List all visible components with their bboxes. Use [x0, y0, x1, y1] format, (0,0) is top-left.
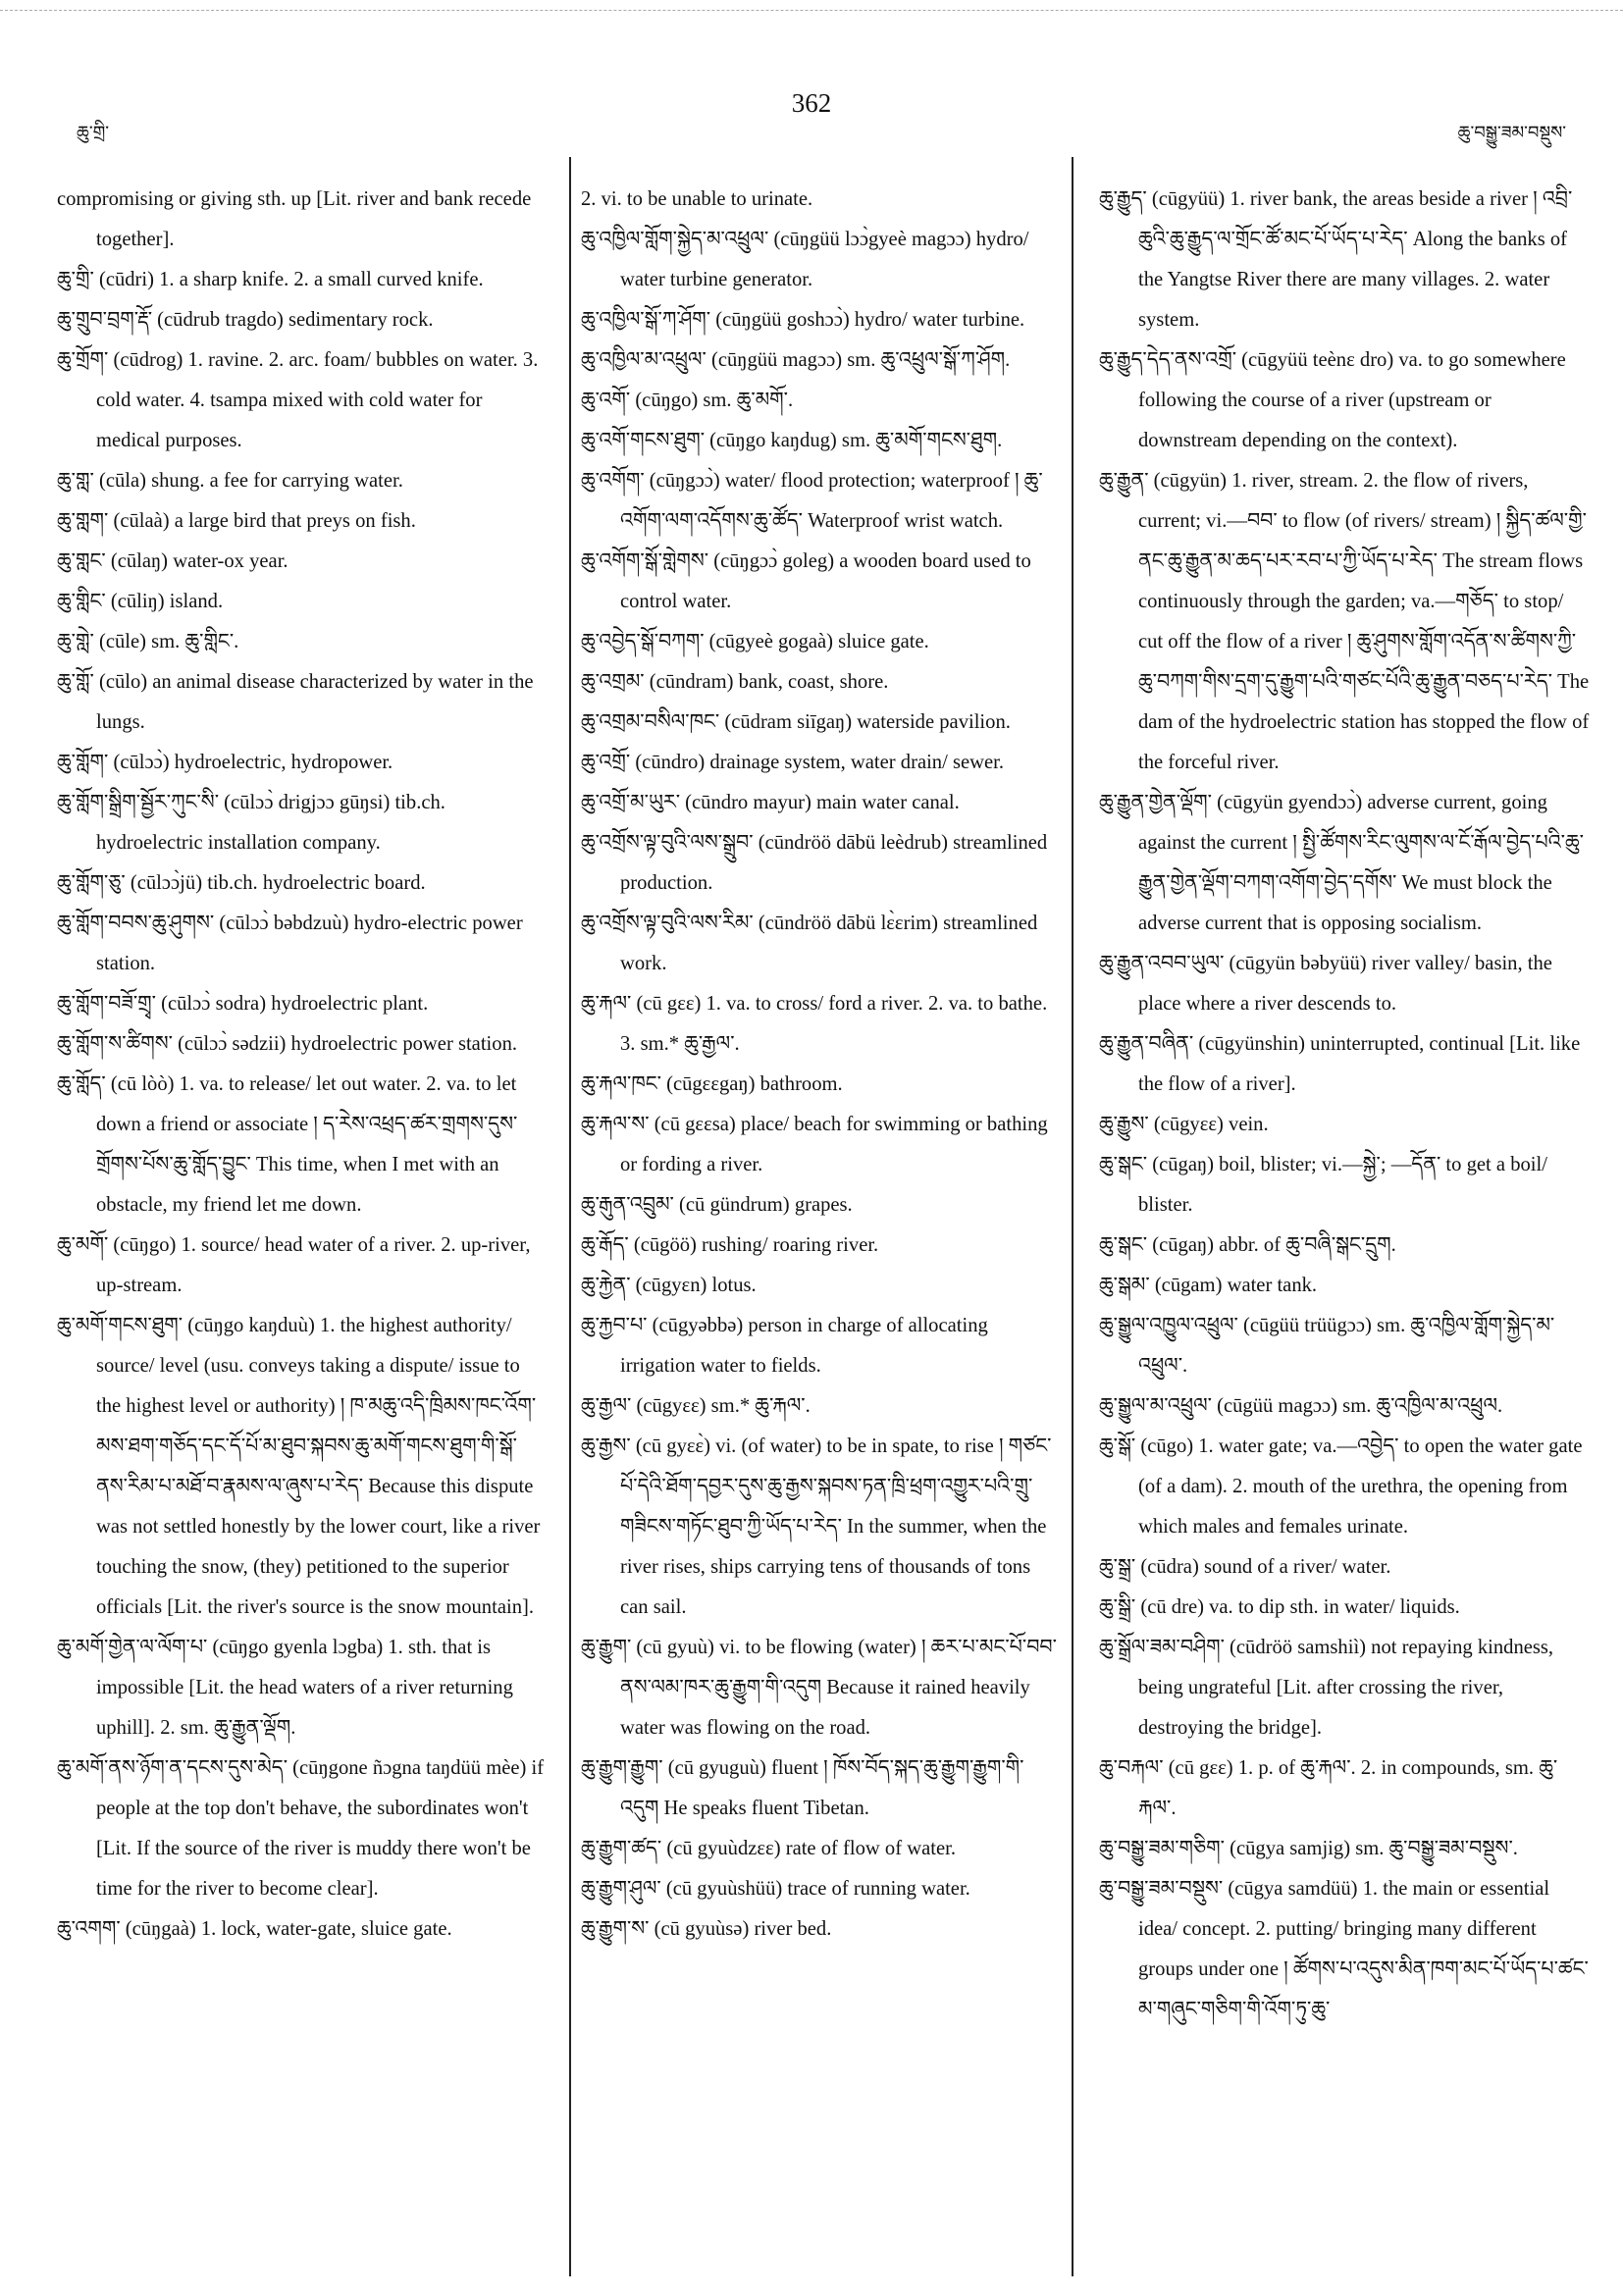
dictionary-entry: ཆུ་རྒྱུག་ཚད་ (cū gyuùdzɛɛ) rate of flow of water.	[581, 1838, 956, 1859]
dictionary-entry: ཆུ་རྒྱུག་རྒྱུག་ (cū gyuguù) fluent ། ཁོས་བོད་སྐད་ཆུ་རྒྱུག་རྒྱུག་གི་འདུག He speaks fluent Tibetan.	[581, 1757, 1024, 1819]
dictionary-entry: ཆུ་འགྲམ་བསིལ་ཁང་ (cūdram siīgaŋ) waterside pavilion.	[581, 711, 1011, 733]
dictionary-entry: ཆུ་འགོག་སྒོ་གླེགས་ (cūŋgɔɔ̀ goleg) a wooden board used to control water.	[581, 550, 1031, 612]
dictionary-entry: 2. vi. to be unable to urinate.	[581, 188, 813, 210]
dictionary-entry: ཆུ་གློག་ (cūlɔɔ̀) hydroelectric, hydropower.	[57, 752, 393, 773]
column-right	[1099, 180, 1590, 2030]
dictionary-entry: ཆུ་རྐལ་ས་ (cū gɛɛsa) place/ beach for swimming or bathing or fording a river.	[581, 1114, 1048, 1175]
dictionary-entry: ཆུ་རྒྱལ་ (cūgyɛɛ) sm.* ཆུ་རྐལ་.	[581, 1395, 811, 1417]
dictionary-entry: ཆུ་མགོ་གྱེན་ལ་ལོག་པ་ (cūŋgo gyenla lɔgba) 1. sth. that is impossible [Lit. the head waters of a river returning uphill]. 2. sm. ཆུ་རྒྱུན་ལྡོག.	[57, 1637, 513, 1739]
dictionary-entry: ཆུ་རྒྱུས་ (cūgyɛɛ) vein.	[1099, 1114, 1269, 1135]
dictionary-entry: ཆུ་འཁྱིལ་གློག་སྐྱེད་མ་འཕྲུལ་ (cūŋgüü lɔɔ̀gyeè magɔɔ) hydro/ water turbine generator.	[581, 229, 1029, 290]
column-middle	[581, 180, 1062, 1950]
dictionary-entry: ཆུ་སྒྱུལ་འཁྱུལ་འཕྲུལ་ (cūgüü trüügɔɔ) sm. ཆུ་འཁྱིལ་གློག་སྐྱེད་མ་འཕྲུལ་.	[1099, 1315, 1555, 1377]
dictionary-entry: ཆུ་རྒྱུད་ (cūgyüü) 1. river bank, the areas beside a river ། འབྲི་ཆུའི་ཆུ་རྒྱུད་ལ་གྲོང་ཚོ་མང་པོ་ཡོད་པ་རེད་ Along the banks of the Yangtse River there are many villages. 2. water system.	[1099, 188, 1573, 331]
dictionary-entry: ཆུ་གླང་ (cūlaŋ) water-ox year.	[57, 550, 288, 572]
dictionary-entry: ཆུ་མགོ་ནས་ཉོག་ན་དངས་དུས་མེད་ (cūŋgone ñɔgna taŋdüü mèe) if people at the top don't behave, the subordinates won't [Lit. If the source of the river is muddy there won't be time for the river to become clear].	[57, 1757, 545, 1900]
dictionary-entry: ཆུ་སྒྲི་ (cū dre) va. to dip sth. in water/ liquids.	[1099, 1596, 1460, 1618]
dictionary-entry: ཆུ་རྒྱུད་དེད་ནས་འགྲོ་ (cūgyüü teènɛ dro) va. to go somewhere following the course of a river (upstream or downstream depending on the context).	[1099, 349, 1566, 451]
dictionary-entry: ཆུ་མགོ་གངས་ཐུག་ (cūŋgo kaŋduù) 1. the highest authority/ source/ level (usu. conveys taking a dispute/ issue to the highest level or authority) ། ཁ་མཆུ་འདི་ཁྲིམས་ཁང་འོག་མས་ཐག་གཅོད་དང་དོ་པོ་མ་ཐུབ་སྐབས་ཆུ་མགོ་གངས་ཐུག་གི་སྒོ་ནས་རིམ་པ་མཐོ་བ་རྣམས་ལ་ཞུས་པ་རེད་ Because this dispute was not settled honestly by the lower court, like a river touching the snow, (they) petitioned to the superior officials [Lit. the river's source is the snow mountain].	[57, 1315, 541, 1618]
scan-edge	[0, 10, 1623, 11]
dictionary-entry: ཆུ་རྒྱུན་ (cūgyün) 1. river, stream. 2. the flow of rivers, current; vi.—བབ་ to flow (of rivers/ stream) ། སྐྱིད་ཚལ་གྱི་ནང་ཆུ་རྒྱུན་མ་ཆད་པར་རབ་པ་ཀྱི་ཡོད་པ་རེད་ The stream flows continuously through the garden; va.—གཅོད་ to stop/ cut off the flow of a river ། ཆུ་ཤུགས་གློག་འདོན་ས་ཚིགས་ཀྱི་ཆུ་བཀག་གིས་དྲག་དུ་རྒྱུག་པའི་གཙང་པོའི་ཆུ་རྒྱུན་བཅད་པ་རེད་ The dam of the hydroelectric station has stopped the flow of the forceful river.	[1099, 470, 1590, 773]
dictionary-entry: ཆུ་འབྱེད་སྒོ་བཀག་ (cūgyeè gogaà) sluice gate.	[581, 631, 929, 652]
column-left	[57, 180, 548, 1950]
dictionary-entry: ཆུ་གྲུབ་བྲག་རྡོ་ (cūdrub tragdo) sedimentary rock.	[57, 309, 434, 331]
page-number: 362	[791, 88, 832, 118]
dictionary-entry: ཆུ་བསྒྱུ་ཟམ་གཅིག་ (cūgya samjig) sm. ཆུ་བསྒྱུ་ཟམ་བསྡུས་.	[1099, 1838, 1518, 1859]
dictionary-entry: ཆུ་འགོ་གངས་ཐུག་ (cūŋgo kaŋdug) sm. ཆུ་མགོ་གངས་ཐུག.	[581, 430, 1003, 451]
left-running-head: ཆུ་གྲི་	[77, 123, 110, 143]
dictionary-entry: ཆུ་གློག་ས་ཚིགས་ (cūlɔɔ̀ sədzii) hydroelectric power station.	[57, 1033, 518, 1055]
dictionary-entry: ཆུ་རྐལ་ (cū gɛɛ) 1. va. to cross/ ford a river. 2. va. to bathe. 3. sm.* ཆུ་རྒྱལ་.	[581, 993, 1048, 1055]
dictionary-entry: ཆུ་སྒྲོལ་ཟམ་བཤིག་ (cūdröö samshiì) not repaying kindness, being ungrateful [Lit. after crossing the river, destroying the bridge].	[1099, 1637, 1554, 1739]
right-running-head: ཆུ་བསྒྱུ་ཟམ་བསྡུས་	[1457, 123, 1566, 143]
dictionary-entry: ཆུ་རྒྱུན་གྱེན་ལྡོག་ (cūgyün gyendɔɔ̀) adverse current, going against the current ། སྤྱི་ཚོགས་རིང་ལུགས་ལ་ངོ་རྒོལ་བྱེད་པའི་ཆུ་རྒྱུན་གྱེན་ལྡོག་བཀག་འགོག་བྱེད་དགོས་ We must block the adverse current that is opposing socialism.	[1099, 792, 1584, 934]
dictionary-entry: ཆུ་སྒམ་ (cūgam) water tank.	[1099, 1275, 1318, 1296]
dictionary-entry: ཆུ་རྒོད་ (cūgöö) rushing/ roaring river.	[581, 1234, 879, 1256]
dictionary-entry: ཆུ་གློག་བཟོ་གྲྭ་ (cūlɔɔ̀ sodra) hydroelectric plant.	[57, 993, 429, 1015]
dictionary-entry: ཆུ་རྒྱུག་ཤུལ་ (cū gyuùshüü) trace of running water.	[581, 1878, 970, 1900]
dictionary-entry: ཆུ་འགྲོ་ (cūndro) drainage system, water drain/ sewer.	[581, 752, 1005, 773]
dictionary-entry: ཆུ་འགྲོས་ལྟ་བུའི་ལས་སྒྲུབ་ (cūndröö dābü leèdrub) streamlined production.	[581, 832, 1048, 894]
dictionary-entry: ཆུ་རྐལ་ཁང་ (cūgɛɛgaŋ) bathroom.	[581, 1073, 843, 1095]
dictionary-entry: ཆུ་རྒྱུག་ས་ (cū gyuùsə) river bed.	[581, 1918, 832, 1940]
dictionary-entry: ཆུ་བརྐལ་ (cū gɛɛ) 1. p. of ཆུ་རྐལ་. 2. in compounds, sm. ཆུ་རྐལ་.	[1099, 1757, 1558, 1819]
column-divider	[1072, 157, 1073, 2276]
dictionary-entry: ཆུ་འགྲོས་ལྟ་བུའི་ལས་རིམ་ (cūndröö dābü lɛ̀ɛrim) streamlined work.	[581, 913, 1038, 974]
dictionary-entry: ཆུ་འགྲམ་ (cūndram) bank, coast, shore.	[581, 671, 889, 693]
dictionary-entry: ཆུ་འཁྱིལ་མ་འཕྲུལ་ (cūŋgüü magɔɔ) sm. ཆུ་འཕྲུལ་སྒོ་ཀ་ཤོག.	[581, 349, 1011, 371]
dictionary-entry: ཆུ་གླེ་ (cūle) sm. ཆུ་གླིང་.	[57, 631, 239, 652]
dictionary-entry: ཆུ་གློ་ (cūlo) an animal disease characterized by water in the lungs.	[57, 671, 534, 733]
dictionary-entry: ཆུ་གྲོག་ (cūdrog) 1. ravine. 2. arc. foam/ bubbles on water. 3. cold water. 4. tsampa mixed with cold water for medical purposes.	[57, 349, 539, 451]
dictionary-entry: ཆུ་སྒོ་ (cūgo) 1. water gate; va.—འབྱེད་ to open the water gate (of a dam). 2. mouth of the urethra, the opening from which males and females urinate.	[1099, 1435, 1583, 1538]
dictionary-entry: ཆུ་འགོ་ (cūŋgo) sm. ཆུ་མགོ་.	[581, 390, 794, 411]
dictionary-entry: ཆུ་གློག་ཅུ་ (cūlɔɔ̀jü) tib.ch. hydroelectric board.	[57, 872, 426, 894]
dictionary-entry: ཆུ་གྲི་ (cūdri) 1. a sharp knife. 2. a small curved knife.	[57, 269, 484, 290]
dictionary-entry: ཆུ་འགག་ (cūŋgaà) 1. lock, water-gate, sluice gate.	[57, 1918, 452, 1940]
dictionary-entry: ཆུ་རྐྱེན་ (cūgyɛn) lotus.	[581, 1275, 757, 1296]
dictionary-entry: ཆུ་གློད་ (cū lòò) 1. va. to release/ let out water. 2. va. to let down a friend or associate ། ད་རེས་འཕྲད་ཚར་གྲགས་དུས་གྲོགས་པོས་ཆུ་གློད་བྱུང་ This time, when I met with an obstacle, my friend let me down.	[57, 1073, 518, 1216]
dictionary-entry: ཆུ་རྒྱས་ (cū gyɛɛ̀) vi. (of water) to be in spate, to rise ། གཙང་པོ་དེའི་ཐོག་དབྱར་དུས་ཆུ་རྒྱས་སྐབས་ཏན་ཁྲི་ཕྲག་འགྱུར་པའི་གྲུ་གཟིངས་གཏོང་ཐུབ་ཀྱི་ཡོད་པ་རེད་ In the summer, when the river rises, ships carrying tens of thousands of tons can sail.	[581, 1435, 1052, 1618]
dictionary-entry: ཆུ་རྒུན་འབྲུམ་ (cū gündrum) grapes.	[581, 1194, 853, 1216]
dictionary-entry: compromising or giving sth. up [Lit. river and bank recede together].	[57, 188, 532, 250]
dictionary-entry: ཆུ་གློག་བབས་ཆུ་ཤུགས་ (cūlɔɔ̀ bəbdzuù) hydro-electric power station.	[57, 913, 523, 974]
dictionary-entry: ཆུ་བསྒྱུ་ཟམ་བསྡུས་ (cūgya samdüü) 1. the main or essential idea/ concept. 2. putting/ bringing many different groups under one ། ཚོགས་པ་འདུས་མིན་ཁག་མང་པོ་ཡོད་པ་ཚང་མ་གཞུང་གཅིག་གི་འོག་ཏུ་ཆུ་	[1099, 1878, 1589, 2020]
dictionary-entry: ཆུ་གླིང་ (cūliŋ) island.	[57, 591, 224, 612]
dictionary-entry: ཆུ་རྒྱུན་འབབ་ཡུལ་ (cūgyün bəbyüü) river valley/ basin, the place where a river descends to.	[1099, 953, 1552, 1015]
dictionary-entry: ཆུ་སྒང་ (cūgaŋ) boil, blister; vi.—སྐྱེ་; —དོན་ to get a boil/ blister.	[1099, 1154, 1547, 1216]
column-divider	[569, 157, 571, 2276]
dictionary-entry: ཆུ་རྒྱུག་ (cū gyuù) vi. to be flowing (water) ། ཆར་པ་མང་པོ་བབ་ནས་ལམ་ཁར་ཆུ་རྒྱུག་གི་འདུག Because it rained heavily water was flowing on the road.	[581, 1637, 1057, 1739]
dictionary-entry: ཆུ་འཁྱིལ་སྒོ་ཀ་ཤོག་ (cūŋgüü goshɔɔ̀) hydro/ water turbine.	[581, 309, 1025, 331]
dictionary-entry: ཆུ་གླག་ (cūlaà) a large bird that preys on fish.	[57, 510, 416, 532]
dictionary-entry: ཆུ་གླ་ (cūla) shung. a fee for carrying water.	[57, 470, 403, 492]
dictionary-entry: ཆུ་སྒྲ་ (cūdra) sound of a river/ water.	[1099, 1556, 1391, 1578]
dictionary-entry: ཆུ་མགོ་ (cūŋgo) 1. source/ head water of a river. 2. up-river, up-stream.	[57, 1234, 531, 1296]
dictionary-entry: ཆུ་སྒང་ (cūgaŋ) abbr. of ཆུ་བཞི་སྒང་དྲུག.	[1099, 1234, 1396, 1256]
dictionary-entry: ཆུ་སྒྱུལ་མ་འཕྲུལ་ (cūgüü magɔɔ) sm. ཆུ་འཁྱིལ་མ་འཕྲུལ.	[1099, 1395, 1503, 1417]
dictionary-entry: ཆུ་འགྲོ་མ་ཡུར་ (cūndro mayur) main water canal.	[581, 792, 960, 813]
dictionary-entry: ཆུ་རྐྱབ་པ་ (cūgyəbbə) person in charge of allocating irrigation water to fields.	[581, 1315, 988, 1377]
dictionary-entry: ཆུ་གློག་སྒྲིག་སྦྱོར་ཀུང་སི་ (cūlɔɔ̀ drigjɔɔ gūŋsi) tib.ch. hydroelectric installation company.	[57, 792, 445, 854]
dictionary-entry: ཆུ་འགོག་ (cūŋgɔɔ̀) water/ flood protection; waterproof ། ཆུ་འགོག་ལག་འདོགས་ཆུ་ཚོད་ Waterproof wrist watch.	[581, 470, 1043, 532]
dictionary-entry: ཆུ་རྒྱུན་བཞིན་ (cūgyünshin) uninterrupted, continual [Lit. like the flow of a river].	[1099, 1033, 1581, 1095]
